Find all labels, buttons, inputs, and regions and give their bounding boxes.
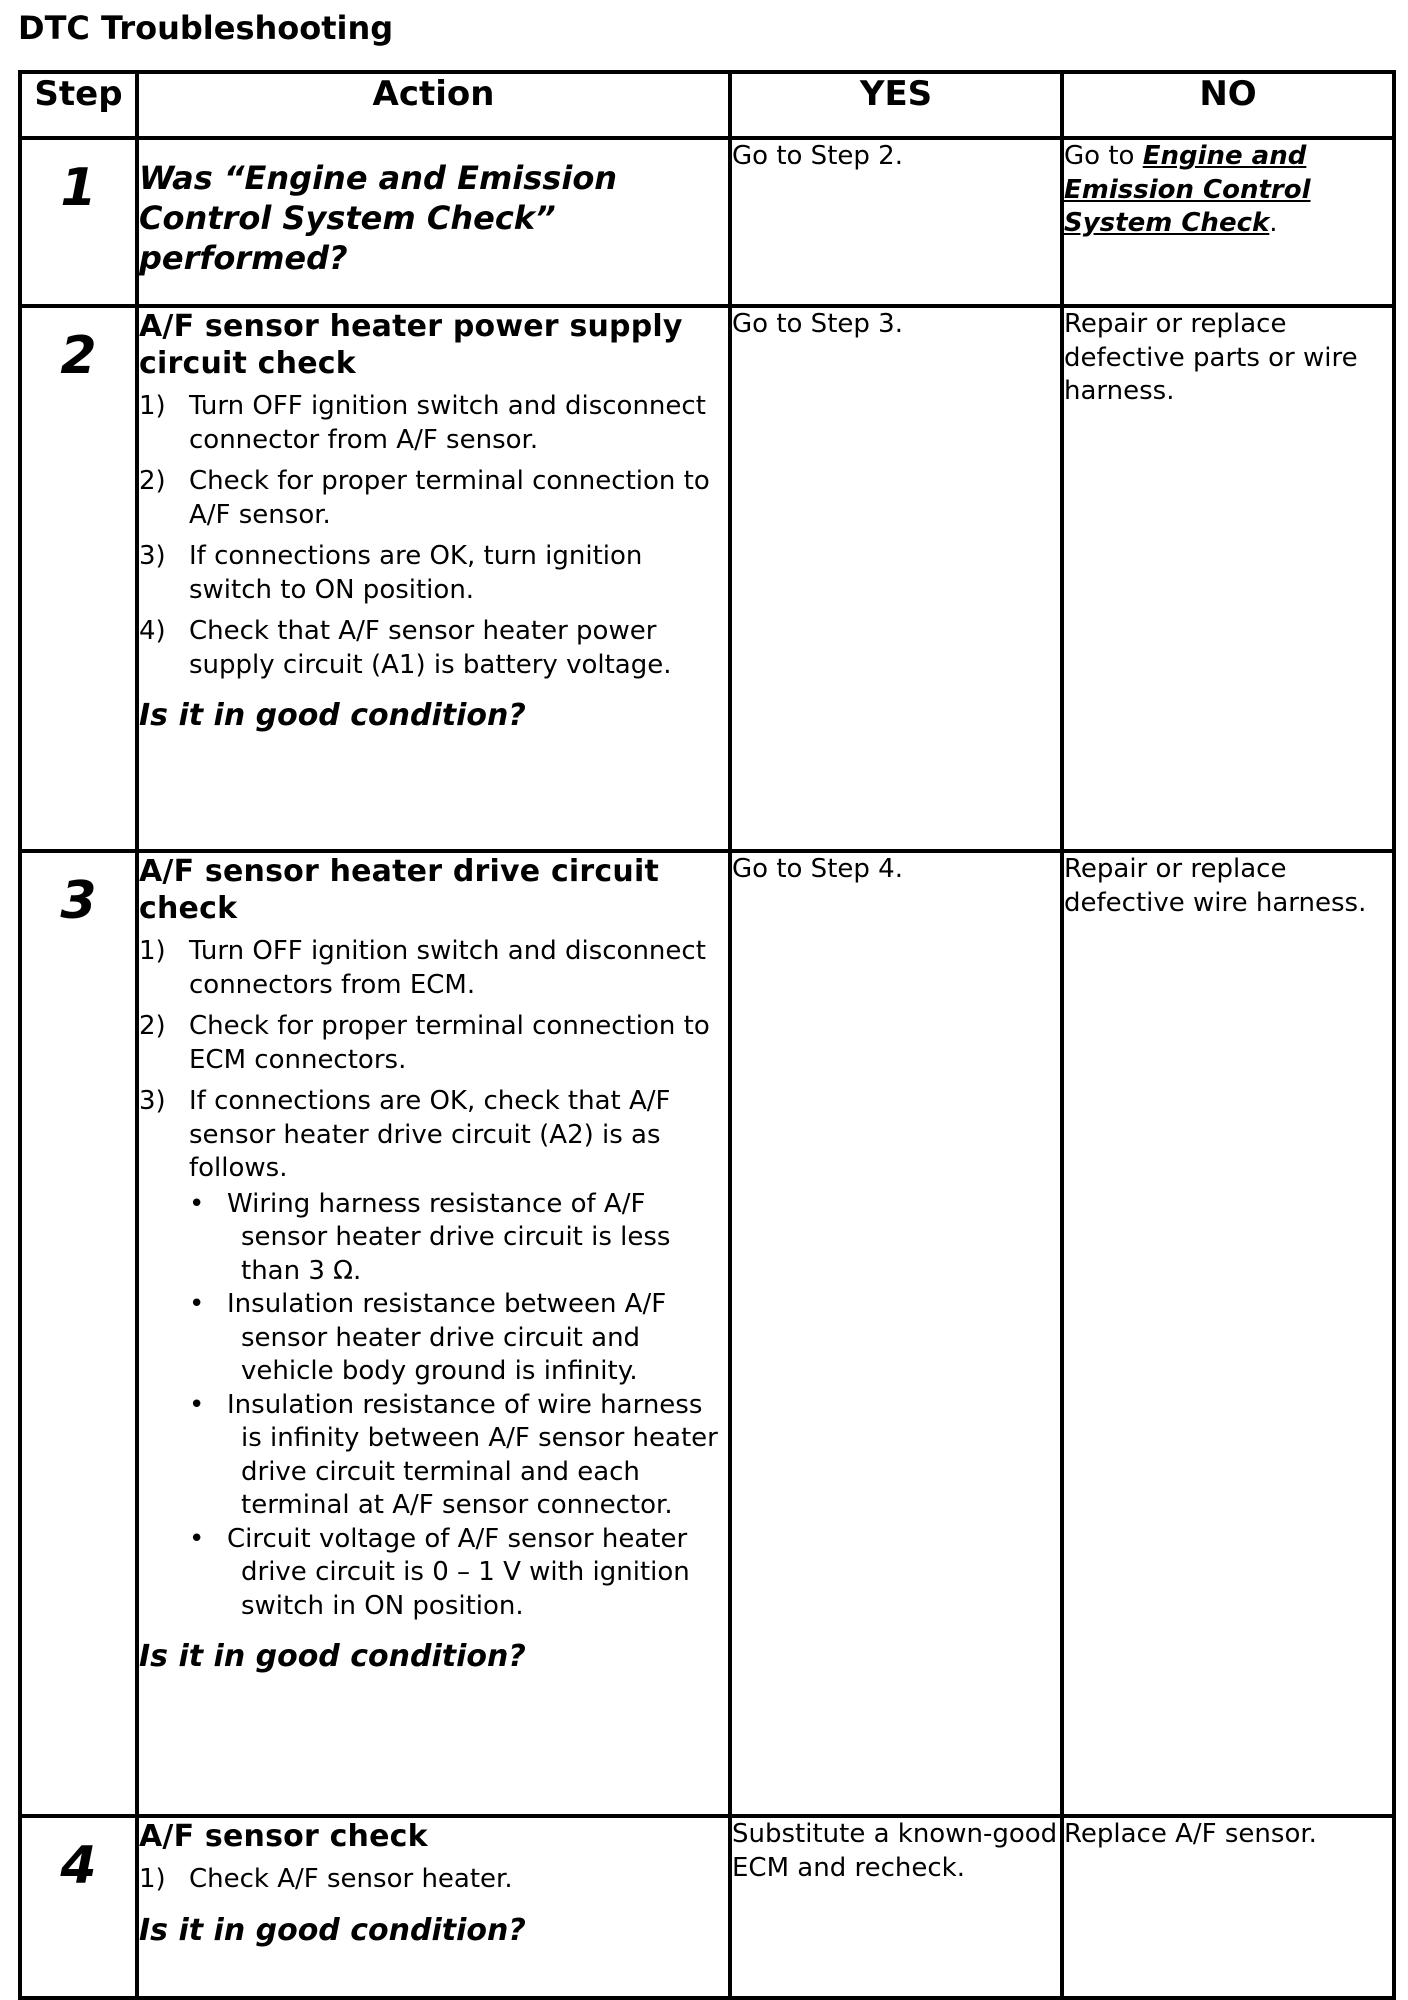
procedure-text: Check for proper terminal connection to ECM connectors.	[189, 1011, 710, 1075]
procedure-item	[139, 1010, 728, 1077]
yes-cell	[730, 138, 1062, 306]
procedure-item	[139, 390, 728, 457]
procedure-item	[139, 1085, 728, 1623]
header-no: NO	[1062, 72, 1394, 138]
procedure-number: 3)	[139, 541, 166, 571]
action-cell	[137, 851, 730, 1816]
bullet-icon: •	[189, 1188, 205, 1219]
yes-text: Go to Step 4.	[732, 854, 903, 884]
procedure-text: Check A/F sensor heater.	[189, 1864, 513, 1894]
bullet-icon: •	[189, 1289, 205, 1319]
step-number: 4	[60, 1836, 97, 1896]
procedure-text: Turn OFF ignition switch and disconnect connectors from ECM.	[189, 936, 706, 1000]
bullet-item	[189, 1389, 728, 1523]
bullet-text: Insulation resistance of wire harness is infinity between A/F sensor heater drive circuit terminal and each terminal at A/F sensor connector.	[227, 1389, 718, 1520]
procedure-list	[139, 390, 728, 682]
bullet-item	[189, 1288, 728, 1389]
action-cell	[137, 1816, 730, 1998]
action-question: Was “Engine and Emission Control System Check” performed?	[139, 159, 618, 277]
condition-question: Is it in good condition?	[139, 698, 526, 733]
step-number-cell	[20, 1816, 137, 1998]
no-text: Repair or replace defective parts or wire harness.	[1064, 309, 1358, 406]
bullet-icon: •	[189, 1389, 205, 1420]
no-suffix: .	[1269, 208, 1278, 238]
bullet-item	[189, 1523, 728, 1624]
procedure-number: 4)	[139, 616, 166, 646]
table-header-row	[20, 72, 1394, 138]
bullet-icon: •	[189, 1523, 205, 1554]
procedure-list	[139, 1863, 728, 1897]
procedure-item	[139, 465, 728, 532]
procedure-number: 3)	[139, 1086, 166, 1116]
yes-cell	[730, 306, 1062, 851]
procedure-item	[139, 935, 728, 1002]
no-cell	[1062, 306, 1394, 851]
no-cell	[1062, 138, 1394, 306]
action-title: A/F sensor heater power supply circuit check	[139, 309, 683, 381]
procedure-text: If connections are OK, turn ignition switch to ON position.	[189, 541, 643, 605]
header-yes: YES	[730, 72, 1062, 138]
no-text: Repair or replace defective wire harness.	[1064, 854, 1367, 918]
bullet-text: Insulation resistance between A/F sensor heater drive circuit and vehicle body ground is infinity.	[227, 1289, 667, 1386]
table-row-step-2	[20, 306, 1394, 851]
action-title: A/F sensor check	[139, 1819, 428, 1854]
procedure-item	[139, 1863, 728, 1897]
no-prefix: Go to	[1064, 141, 1143, 171]
step-number: 1	[60, 158, 97, 218]
step-number-cell	[20, 138, 137, 306]
step-number: 2	[60, 326, 97, 386]
condition-bullet-list	[189, 1188, 728, 1624]
step-number: 3	[60, 871, 97, 931]
procedure-text: If connections are OK, check that A/F sensor heater drive circuit (A2) is as follows.	[189, 1086, 671, 1183]
header-action: Action	[137, 72, 730, 138]
yes-cell	[730, 1816, 1062, 1998]
procedure-text: Turn OFF ignition switch and disconnect connector from A/F sensor.	[189, 391, 706, 455]
action-cell	[137, 138, 730, 306]
no-text: Replace A/F sensor.	[1064, 1819, 1317, 1849]
no-cell	[1062, 851, 1394, 1816]
table-row-step-4	[20, 1816, 1394, 1998]
table-row-step-1	[20, 138, 1394, 306]
yes-text: Substitute a known-good ECM and recheck.	[732, 1819, 1058, 1883]
procedure-number: 1)	[139, 1864, 166, 1894]
procedure-number: 2)	[139, 466, 166, 496]
page-title: DTC Troubleshooting	[18, 9, 394, 47]
yes-cell	[730, 851, 1062, 1816]
table-row-step-3	[20, 851, 1394, 1816]
condition-question: Is it in good condition?	[139, 1639, 526, 1674]
bullet-text: Circuit voltage of A/F sensor heater drive circuit is 0 – 1 V with ignition switch in ON position.	[227, 1523, 690, 1621]
dtc-troubleshooting-table	[18, 70, 1396, 2000]
procedure-number: 1)	[139, 936, 166, 966]
engine-emission-check-link[interactable]: Engine and Emission Control System Check	[1064, 141, 1311, 238]
bullet-text: Wiring harness resistance of A/F sensor heater drive circuit is less than 3 Ω.	[227, 1188, 671, 1286]
procedure-item	[139, 540, 728, 607]
procedure-number: 1)	[139, 391, 166, 421]
step-number-cell	[20, 851, 137, 1816]
step-number-cell	[20, 306, 137, 851]
no-cell	[1062, 1816, 1394, 1998]
procedure-item	[139, 615, 728, 682]
procedure-number: 2)	[139, 1011, 166, 1041]
procedure-text: Check for proper terminal connection to A/F sensor.	[189, 466, 710, 530]
procedure-text: Check that A/F sensor heater power supply circuit (A1) is battery voltage.	[189, 616, 672, 680]
action-title: A/F sensor heater drive circuit check	[139, 854, 659, 926]
yes-text: Go to Step 3.	[732, 309, 903, 339]
bullet-item	[189, 1188, 728, 1289]
yes-text: Go to Step 2.	[732, 141, 903, 171]
header-step: Step	[20, 72, 137, 138]
action-cell	[137, 306, 730, 851]
procedure-list	[139, 935, 728, 1623]
condition-question: Is it in good condition?	[139, 1912, 526, 1948]
